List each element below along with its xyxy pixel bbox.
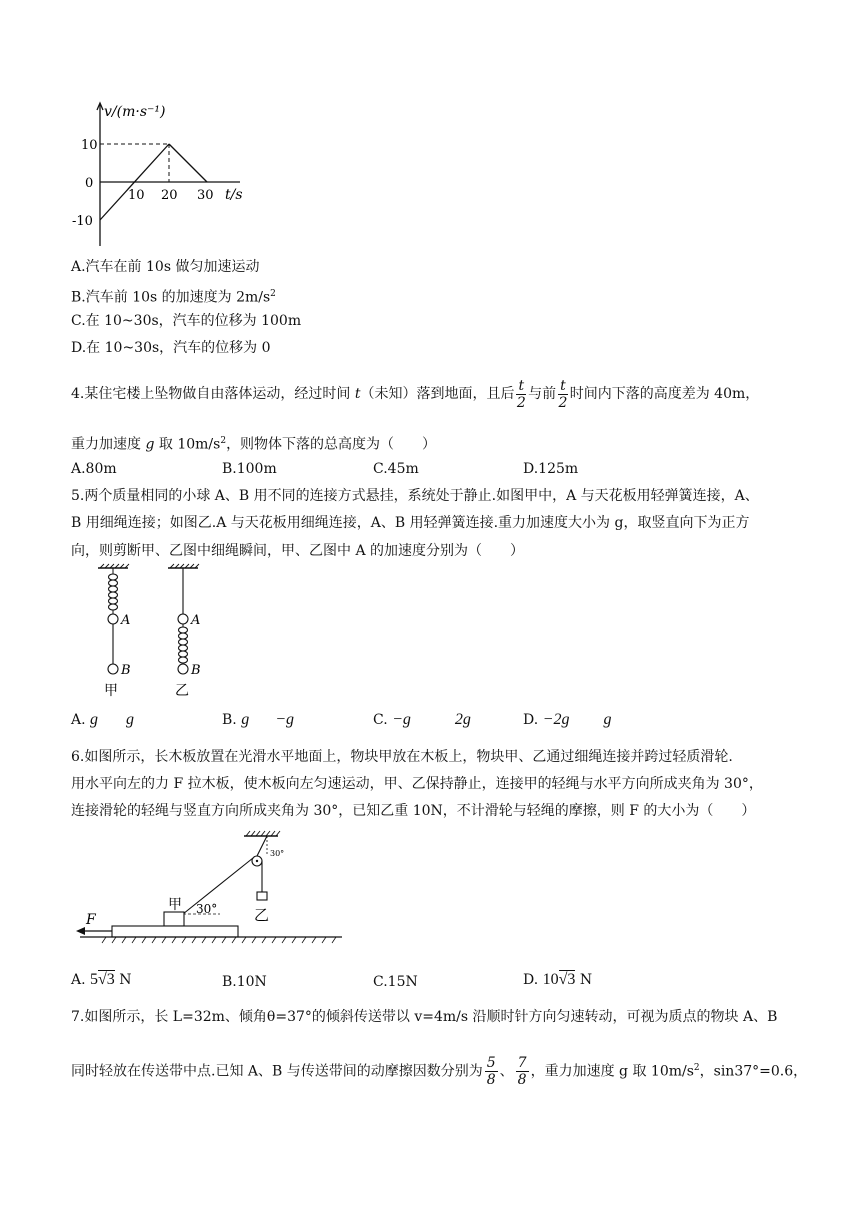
long-board (112, 926, 238, 937)
fraction-t-over-2: $\frac{t}{2}$ (516, 377, 526, 411)
x-tick-10: 10 (128, 188, 145, 203)
sqrt-symbol: √3 (98, 971, 115, 988)
label-a-yi: A (191, 613, 201, 628)
spring-yi (179, 627, 188, 663)
angle-label-top: 30° (270, 849, 285, 858)
q6-stem-line3: 连接滑轮的轻绳与竖直方向所成夹角为 30°，已知乙重 10N，不计滑轮与轻绳的摩擦，则 F 的大小为（ ） (71, 803, 756, 819)
sqrt-symbol: √3 (558, 971, 576, 988)
q3-option-a: A.汽车在前 10s 做匀加速运动 (71, 259, 260, 275)
angle-label-bottom: 30° (196, 902, 218, 916)
q6-option-b: B.10N (222, 974, 267, 990)
q6-stem-line1: 6.如图所示，长木板放置在光滑水平地面上，物块甲放在木板上，物块甲、乙通过细绳连接并跨过轻质滑轮. (71, 749, 733, 765)
q4-option-a: A.80m (71, 461, 117, 477)
ball-b-jia (108, 664, 118, 674)
y-tick-10: 10 (81, 138, 98, 153)
q5-stem-line3: 向，则剪断甲、乙图中细绳瞬间，甲、乙图中 A 的加速度分别为（ ） (71, 543, 525, 559)
q4-option-d: D.125m (523, 461, 579, 477)
q4-stem-line1: 4.某住宅楼上坠物做自由落体运动，经过时间 t（未知）落到地面，且后 $\frac{t}{2}$ 与前 $\frac{t}{2}$ 时间内下落的高度差为 40m， (71, 377, 760, 411)
ground-hatch (102, 937, 336, 943)
label-b-yi: B (191, 663, 201, 678)
y-tick-0: 0 (85, 176, 94, 191)
q7-stem-line1: 7.如图所示，长 L=32m、倾角θ=37°的倾斜传送带以 v=4m/s 沿顺时针方向匀速转动，可视为质点的物块 A、B (71, 1009, 778, 1025)
y-tick-neg10: -10 (72, 214, 93, 229)
ball-a-yi (178, 614, 188, 624)
ball-a-jia (108, 614, 118, 624)
label-yi: 乙 (254, 906, 270, 924)
q5-option-c: C. −g 2g (373, 711, 471, 728)
fraction-7-8: $\frac{7}{8}$ (517, 1055, 527, 1089)
q3-option-c: C.在 10~30s，汽车的位移为 100m (71, 313, 302, 329)
label-jia: 甲 (104, 683, 118, 699)
label-yi: 乙 (175, 683, 189, 699)
velocity-line-fall (169, 144, 207, 182)
q6-option-a: A. 5√3 N (71, 971, 132, 988)
vt-graph (68, 98, 268, 248)
block-jia (164, 912, 184, 926)
q5-option-b: B. g −g (222, 711, 294, 728)
q5-option-a: A. g g (71, 711, 135, 728)
q4-option-c: C.45m (373, 461, 419, 477)
x-tick-20: 20 (161, 188, 178, 203)
spring-jia (109, 574, 118, 610)
q3-option-d: D.在 10~30s，汽车的位移为 0 (71, 340, 271, 356)
q6-stem-line2: 用水平向左的力 F 拉木板，使木板向左匀速运动，甲、乙保持静止，连接甲的轻绳与水平方向所成夹角为 30°， (71, 776, 763, 792)
q4-stem-line2: 重力加速度 g 取 $10m/s^2$，则物体下落的总高度为（ ） (71, 436, 437, 453)
label-jia: 甲 (168, 897, 182, 913)
q4-option-b: B.100m (222, 461, 277, 477)
q5-stem-line2: B 用细绳连接；如图乙.A 与天花板用细绳连接，A、B 用轻弹簧连接.重力加速度大小为 g，取竖直向下为正方 (71, 515, 750, 531)
force-arrow-head (76, 927, 85, 935)
rope-to-jia (183, 858, 253, 914)
spring-figure (92, 562, 232, 702)
q7-stem-line2: 同时轻放在传送带中点.已知 A、B 与传送带间的动摩擦因数分别为 $\frac{5}{8}$ 、 $\frac{7}{8}$ ，重力加速度 g 取 $10m/s^2$，sin37°=0.6， (71, 1055, 808, 1089)
pulley-figure (72, 828, 352, 950)
q5-option-d: D. −2g g (523, 711, 612, 728)
q5-stem-line1: 5.两个质量相同的小球 A、B 用不同的连接方式悬挂，系统处于静止.如图甲中，A 与天花板用轻弹簧连接，A、 (71, 488, 759, 504)
fraction-5-8: $\frac{5}{8}$ (486, 1055, 496, 1089)
q3-option-b: B.汽车前 10s 的加速度为 $2m/s^2$ (71, 289, 276, 306)
pulley-hanger-rope (257, 836, 267, 856)
fraction-t-over-2: $\frac{t}{2}$ (558, 377, 568, 411)
y-axis-label: v/(m·s⁻¹) (104, 104, 166, 120)
label-f: F (86, 912, 96, 928)
x-tick-30: 30 (197, 188, 214, 203)
block-yi-hook (257, 892, 267, 900)
q6-option-c: C.15N (373, 974, 418, 990)
q6-option-d: D. 10√3 N (523, 971, 593, 988)
ball-b-yi (178, 664, 188, 674)
label-a-jia: A (121, 613, 131, 628)
label-b-jia: B (121, 663, 131, 678)
x-axis-label: t/s (225, 187, 243, 203)
